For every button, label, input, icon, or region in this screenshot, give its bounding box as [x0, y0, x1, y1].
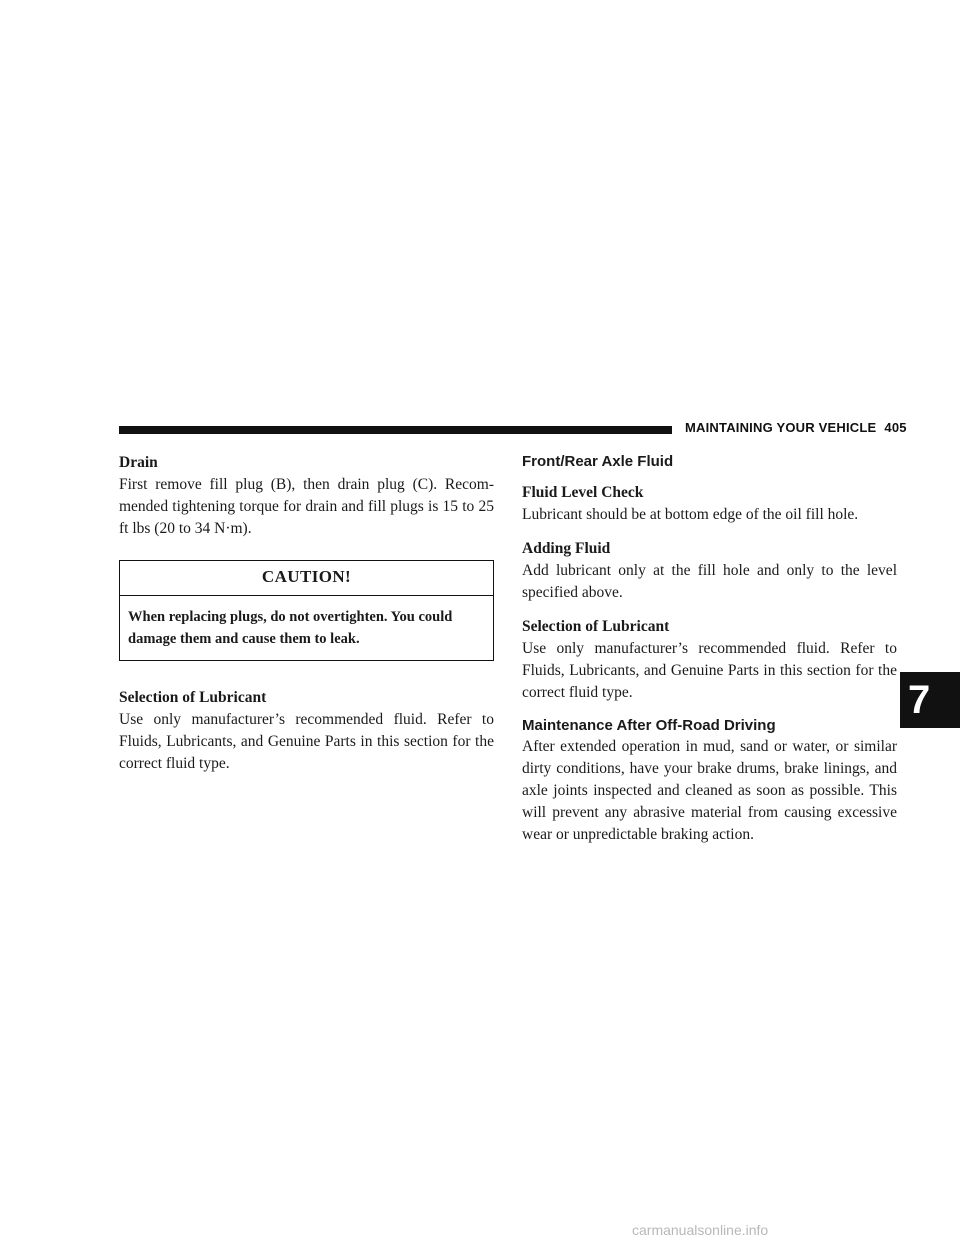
chapter-tab: 7: [900, 672, 960, 728]
axle-fluid-heading: Front/Rear Axle Fluid: [522, 453, 674, 470]
caution-text: When replacing plugs, do not overtighten. You could damage them and cause them to leak.: [128, 609, 453, 647]
lubricant-text-left: Use only manufacturer’s recommended fluid. Refer to Fluids, Lubricants, and Genuine Parts in this section for the correct fluid type.: [119, 711, 494, 772]
fluid-level-text: Lubricant should be at bottom edge of the oil fill hole.: [522, 506, 859, 523]
drain-text: First remove fill plug (B), then drain plug (C). Recom-mended tightening torque for drain and fill plugs is 15 to 25 ft lbs (20 to 34 N·m).: [119, 476, 494, 537]
left-column: [119, 452, 494, 775]
right-column: [522, 452, 897, 846]
adding-fluid-title: Adding Fluid: [522, 540, 611, 557]
fluid-level-title: Fluid Level Check: [522, 484, 644, 501]
drain-title: Drain: [119, 454, 158, 471]
offroad-heading: Maintenance After Off-Road Driving: [522, 717, 776, 734]
caution-title: CAUTION!: [120, 561, 493, 596]
adding-fluid-text: Add lubricant only at the fill hole and only to the level specified above.: [522, 562, 897, 601]
lubricant-text-right: Use only manufacturer’s recommended fluid. Refer to Fluids, Lubricants, and Genuine Parts in this section for the correct fluid type.: [522, 640, 897, 701]
watermark: carmanualsonline.info: [632, 1222, 769, 1238]
page-number: 405: [884, 420, 907, 435]
lubricant-title-left: Selection of Lubricant: [119, 689, 267, 706]
caution-box: [119, 560, 494, 661]
lubricant-title-right: Selection of Lubricant: [522, 618, 670, 635]
section-title: MAINTAINING YOUR VEHICLE: [685, 420, 877, 435]
header-rule: [119, 426, 672, 434]
offroad-text: After extended operation in mud, sand or water, or similar dirty conditions, have your brake drums, brake linings, and axle joints inspected and cleaned as soon as possible. This will prevent any abrasive material from causing excessive wear or unpredictable braking action.: [522, 738, 897, 843]
running-header: [685, 420, 907, 435]
